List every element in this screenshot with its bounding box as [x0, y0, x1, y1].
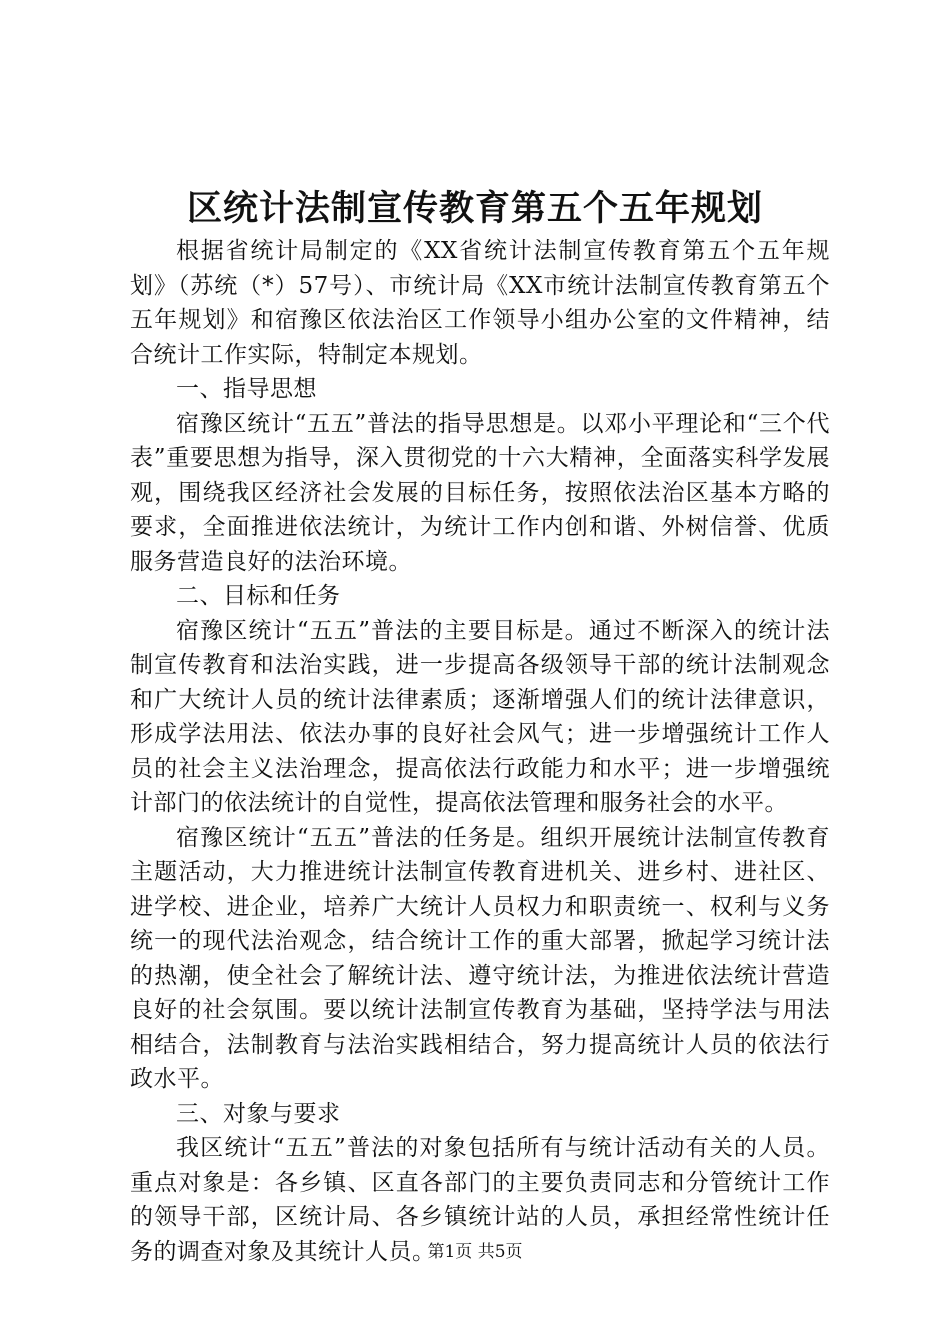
paragraph-tasks: 宿豫区统计“五五”普法的任务是。组织开展统计法制宣传教育主题活动，大力推进统计法制宣传教育进机关、进乡村、进社区、进学校、进企业，培养广大统计人员权力和职责统一、权利与义务统一的现代法治观念，结合统计工作的重大部署，掀起学习统计法的热潮，使全社会了解统计法、遵守统计法，为推进依法统计营造良好的社会氛围。要以统计法制宣传教育为基础，坚持学法与用法相结合，法制教育与法治实践相结合，努力提高统计人员的依法行政水平。	[130, 824, 830, 1092]
paragraph-targets: 我区统计“五五”普法的对象包括所有与统计活动有关的人员。重点对象是：各乡镇、区直各部门的主要负责同志和分管统计工作的领导干部，区统计局、各乡镇统计站的人员，承担经常性统计任务的调查对象及其统计人员。	[130, 1135, 830, 1265]
document-title: 区统计法制宣传教育第五个五年规划	[186, 188, 763, 229]
section-heading-guiding-ideology: 一、指导思想	[176, 376, 317, 402]
document-body	[130, 234, 830, 1269]
section-heading-targets-requirements: 三、对象与要求	[176, 1100, 341, 1127]
intro-paragraph: 根据省统计局制定的《XX省统计法制宣传教育第五个五年规划》（苏统（*）57号）、市统计局《XX市统计法制宣传教育第五个五年规划》和宿豫区依法治区工作领导小组办公室的文件精神，结合统计工作实际，特制定本规划。	[130, 238, 830, 368]
section-heading-goals-tasks: 二、目标和任务	[176, 583, 341, 609]
paragraph-goals: 宿豫区统计“五五”普法的主要目标是。通过不断深入的统计法制宣传教育和法治实践，进一步提高各级领导干部的统计法制观念和广大统计人员的统计法律素质；逐渐增强人们的统计法律意识，形成学法用法、依法办事的良好社会风气；进一步增强统计工作人员的社会主义法治理念，提高依法行政能力和水平；进一步增强统计部门的依法统计的自觉性，提高依法管理和服务社会的水平。	[130, 617, 830, 816]
paragraph-guiding-ideology: 宿豫区统计“五五”普法的指导思想是。以邓小平理论和“三个代表”重要思想为指导，深入贯彻党的十六大精神，全面落实科学发展观，围绕我区经济社会发展的目标任务，按照依法治区基本方略的要求，全面推进依法统计，为统计工作内创和谐、外树信誉、优质服务营造良好的法治环境。	[130, 410, 830, 575]
page-number-footer: 第1页 共5页	[427, 1242, 523, 1262]
